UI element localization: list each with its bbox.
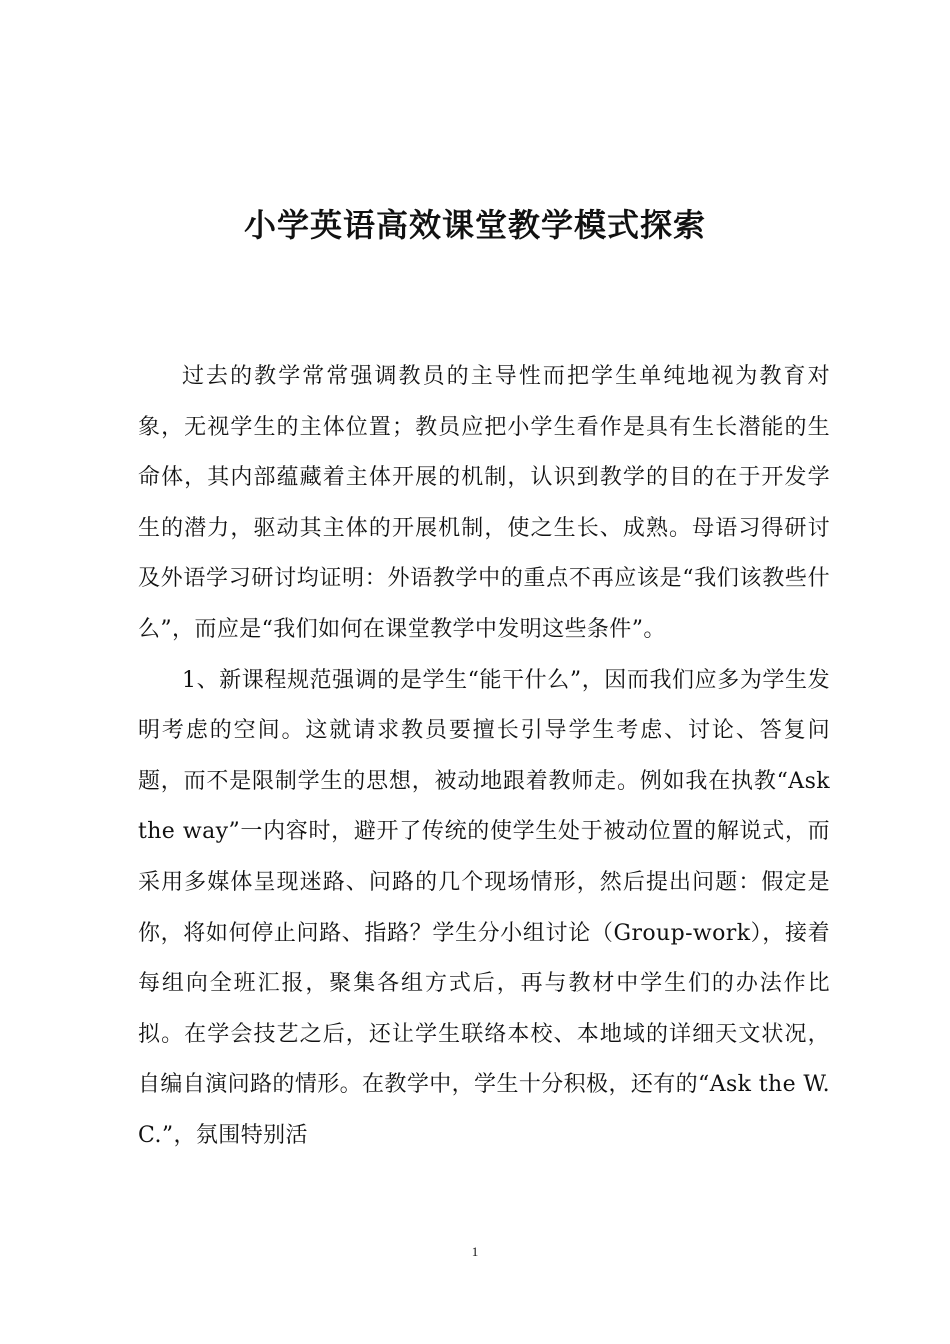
- paragraph-point-1: 1、新课程规范强调的是学生“能干什么”，因而我们应多为学生发明考虑的空间。这就请求教员要擅长引导学生考虑、讨论、答复问题，而不是限制学生的思想，被动地跟着教师走。例如我在执教“Ask the way”一内容时，避开了传统的使学生处于被动位置的解说式，而采用多媒体呈现迷路、问路的几个现场情形，然后提出问题：假定是你，将如何停止问路、指路？学生分小组讨论（Group-work），接着每组向全班汇报，聚集各组方式后，再与教材中学生们的办法作比拟。在学会技艺之后，还让学生联络本校、本地域的详细天文状况，自编自演问路的情形。在教学中，学生十分积极，还有的“Ask the W.C.”，氛围特别活: [138, 667, 830, 1148]
- paragraph-intro: 过去的教学常常强调教员的主导性而把学生单纯地视为教育对象，无视学生的主体位置；教员应把小学生看作是具有生长潜能的生命体，其内部蕴藏着主体开展的机制，认识到教学的目的在于开发学生的潜力，驱动其主体的开展机制，使之生长、成熟。母语习得研讨及外语学习研讨均证明：外语教学中的重点不再应该是“我们该教些什么”，而应是“我们如何在课堂教学中发明这些条件”。: [138, 364, 830, 642]
- document-title: 小学英语高效课堂教学模式探索: [243, 206, 706, 244]
- page-number: 1: [471, 1244, 479, 1259]
- document-body: [138, 352, 830, 1162]
